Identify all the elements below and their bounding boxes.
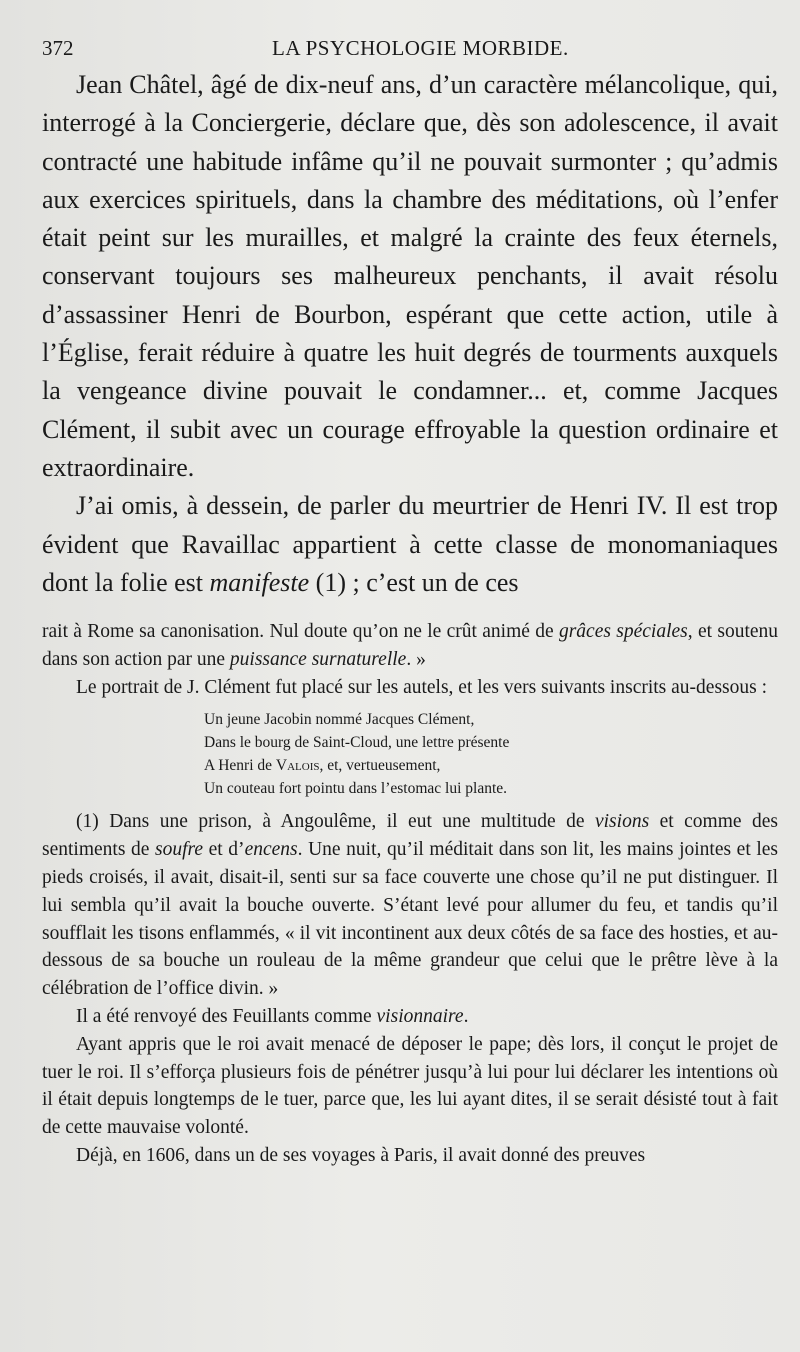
feuillants-text-a: Il a été renvoyé des Feuillants comme [76, 1005, 377, 1027]
main-paragraph-2-emphasis: manifeste [209, 567, 310, 597]
verse-line-2: Dans le bourg de Saint-Cloud, une lettre présente [204, 733, 510, 751]
footnote-continuation-text-c: . » [406, 648, 426, 670]
verse-line-1: Un jeune Jacobin nommé Jacques Clément, [204, 710, 475, 728]
footnote-block [42, 618, 778, 1170]
running-title: LA PSYCHOLOGIE MORBIDE. [272, 36, 569, 60]
main-paragraph-1: Jean Châtel, âgé de dix-neuf ans, d’un caractère mélancolique, qui, interrogé à la Conciergerie, déclare que, dès son adolescence, il avait contracté une habitude infâme qu’il ne pouvait surmonter ; qu’admis aux exercices spirituels, dans la chambre des méditations, où l’enfer était peint sur les murailles, et malgré la crainte des feux éternels, conservant toujours ses malheureux penchants, il avait résolu d’assassiner Henri de Bourbon, espérant que cette action, utile à l’Église, ferait réduire à quatre les huit degrés de tourments auxquels la vengeance divine pouvait le condamner... et, comme Jacques Clément, il subit avec un courage effroyable la question ordinaire et extraordinaire. [42, 70, 778, 482]
verse-line-3-text-a: A Henri de [204, 756, 276, 774]
footnote-1-emphasis-3: encens [244, 839, 298, 861]
verse-line-3 [204, 754, 778, 777]
footnote-continuation-text-a: rait à Rome sa canonisation. Nul doute qu’on ne le crût animé de [42, 621, 559, 643]
footnote-paragraph-1606: Déjà, en 1606, dans un de ses voyages à Paris, il avait donné des preuves [76, 1144, 646, 1166]
page-number: 372 [42, 36, 74, 60]
footnote-continuation-emphasis-1: grâces spéciales [558, 621, 688, 643]
feuillants-text-b: . [463, 1005, 469, 1027]
feuillants-emphasis: visionnaire [376, 1005, 464, 1027]
footnote-1-emphasis-2: soufre [155, 839, 204, 861]
verse-line-3-small-caps: Valois [275, 756, 320, 774]
footnote-continuation-text-b: , et soutenu dans son action par une [42, 621, 779, 670]
footnote-continuation [42, 618, 778, 674]
portrait-paragraph: Le portrait de J. Clément fut placé sur les autels, et les vers suivants inscrits au-dessous : [76, 676, 768, 698]
footnote-paragraph-feuillants [42, 1003, 778, 1031]
footnote-paragraph-pape: Ayant appris que le roi avait menacé de déposer le pape; dès lors, il conçut le projet de tuer le roi. Il s’efforça plusieurs fois de pénétrer jusqu’à lui pour lui déclarer les intentions où il était depuis longtemps de le tuer, parce que, les lui ayant dites, il se serait désisté tout à fait de cette mauvaise volonté. [42, 1033, 778, 1139]
verse-block [204, 708, 778, 801]
main-text [42, 66, 778, 602]
footnote-1-emphasis-1: visions [594, 811, 650, 833]
footnote-1-text-a: (1) Dans une prison, à Angoulême, il eut une multitude de [76, 811, 595, 833]
footnote-1 [42, 808, 778, 1003]
page-header [42, 30, 778, 66]
main-paragraph-2 [42, 487, 778, 602]
footnote-continuation-emphasis-2: puissance surnaturelle [229, 648, 407, 670]
verse-line-4: Un couteau fort pointu dans l’estomac lui plante. [204, 780, 508, 798]
footnote-1-text-b: et comme des sentiments de [42, 811, 778, 861]
main-paragraph-2-text-a: J’ai omis, à dessein, de parler du meurtrier de Henri IV. Il est trop évident que Ravaillac appartient à cette classe de monomaniaques dont la folie est [42, 491, 778, 597]
footnote-1-text-c: et d’ [203, 839, 245, 861]
main-paragraph-2-text-b: (1) ; c’est un de ces [309, 567, 519, 597]
verse-line-3-text-b: , et, vertueusement, [319, 756, 441, 774]
footnote-1-text-d: . Une nuit, qu’il méditait dans son lit, les mains jointes et les pieds croisés, il avait, disait-il, senti sur sa face couverte une chose qu’il ne put distinguer. Il lui sembla qu’il avait la bouche ouverte. S’étant levé pour allumer du feu, et tandis qu’il soufflait les tisons enflammés, « il vit incontinent aux deux côtés de sa face des hosties, et au-dessous de sa bouche un rouleau de la même grandeur que celui que le prêtre lève à la célébration de l’office divin. » [42, 839, 778, 1000]
